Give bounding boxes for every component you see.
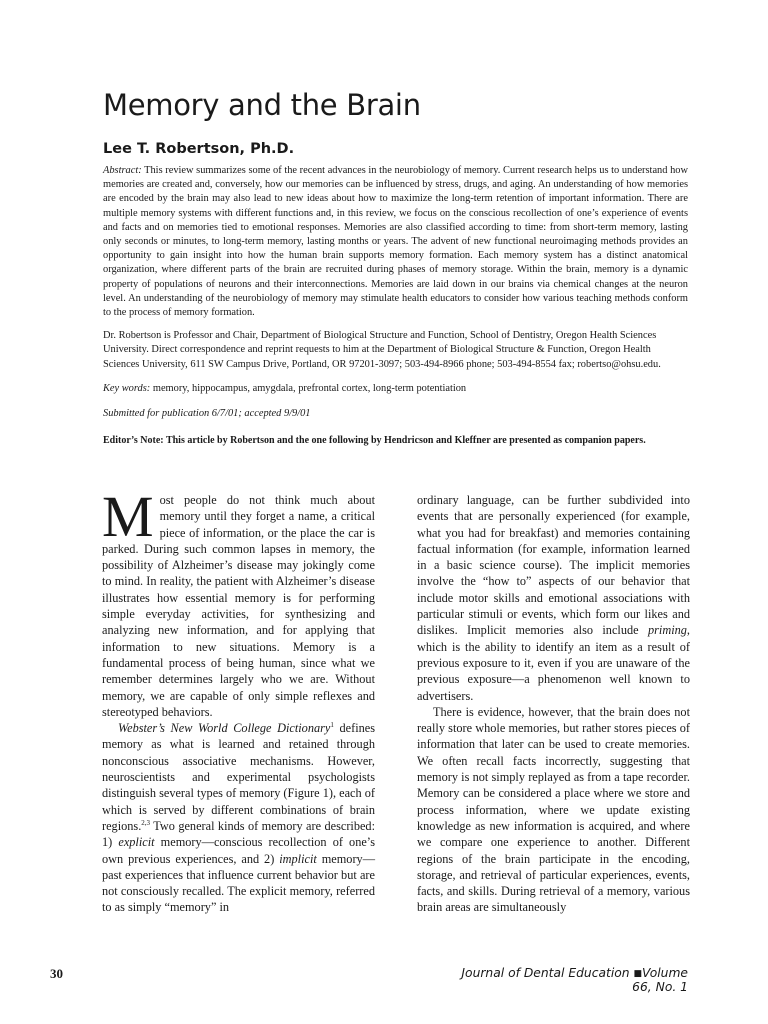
abstract	[103, 164, 688, 320]
term-explicit: explicit	[118, 835, 155, 850]
paragraph-text: defines memory as what is learned and retained through nonconscious associative mechanisms. However, neuroscientists and experimental psychologists distinguish several types of memory (Figure 1), each of which is served by different combinations of brain regions.	[102, 721, 375, 833]
paragraph-text: memory—past experiences that influence current behavior but are not consciously recalled. The explicit memory, referred to as simply “memory” in	[102, 851, 375, 915]
journal-name: Journal of Dental Education	[461, 966, 630, 980]
body-column-right	[417, 492, 690, 916]
paragraph-text: ost people do not think much about memory until they forget a name, a critical piece of information, or the place the car is parked. During such common lapses in memory, the possibility of Alzheimer’s disease may jokingly come to mind. In reality, the patient with Alzheimer’s disease illustrates how essential memory is for performing simple everyday activities, for synthesizing and analyzing new information, and for applying that information to new situations. Memory is a fundamental process of being human, since what we remember determines largely who we are. Without memory, we are capable of only simple reflexes and stereotyped behaviors.	[102, 493, 375, 719]
dictionary-title: Webster’s New World College Dictionary	[118, 721, 331, 736]
page-number: 30	[50, 966, 63, 981]
paragraph	[417, 492, 690, 704]
author-name: Lee T. Robertson, Ph.D.	[103, 141, 295, 157]
paragraph-text: Two general kinds of memory are described: 1)	[102, 818, 375, 850]
abstract-text: This review summarizes some of the recent advances in the neurobiology of memory. Current research helps us to understand how memories are created and, conversely, how our memories can be influenced by stress, drugs, and aging. An understanding of how memories are encoded by the brain may also lead to new ideas about how to maximize the long-term retention of important information. There are multiple memory systems with different functions and, in this review, we focus on the conscious recollection of one’s experience of events and facts and on memories tied to emotional responses. Memories are also classified according to time: from short-term memory, lasting only seconds or minutes, to long-term memory, lasting months or years. The advent of new functional neuroimaging methods provides an opportunity to gain insight into how the human brain supports memory formation. Each memory system has a distinct anatomical organization, where different parts of the brain are recruited during phases of memory storage. Within the brain, memory is a dynamic property of populations of neurons and their interconnections. Memories are laid down in our brains via chemical changes at the neuron level. An understanding of the neurobiology of memory may stimulate health educators to consider how various teaching methods conform to the process of memory formation.	[103, 165, 688, 319]
paragraph	[102, 484, 375, 720]
term-implicit: implicit	[279, 851, 317, 866]
running-footer	[438, 966, 688, 994]
paragraph: There is evidence, however, that the brain does not really store whole memories, but rather stores pieces of information that later can be used to create memories. We often recall facts incorrectly, suggesting that memory is not simply replayed as from a tape recorder. Memory can be considered a place where we store and process information, where we update existing knowledge as new information is acquired, and where we compare one experience to another. Different regions of the brain participate in the encoding, storage, and retrieval of particular experiences, events, facts, and skills. During retrieval of a memory, various brain areas are simultaneously	[417, 704, 690, 915]
abstract-label: Abstract:	[103, 165, 142, 176]
separator-square: ■	[633, 969, 643, 979]
paragraph-text: ordinary language, can be further subdivided into events that are personally experienced (for example, what you had for breakfast) and memories containing factual information (for example, information learned in a basic science course). The implicit memories involve the “how to” aspects of our behavior that include motor skills and emotional associations with particular stimuli or events, which form our likes and dislikes. Implicit memories also include	[417, 493, 690, 638]
journal-volume: Volume 66, No. 1	[632, 966, 688, 994]
author-affiliation: Dr. Robertson is Professor and Chair, Department of Biological Structure and Function, School of Dentistry, Oregon Health Sciences University. Direct correspondence and reprint requests to him at the Department of Biological Structure & Function, Oregon Health Sciences University, 611 SW Campus Drive, Portland, OR 97201-3097; 503-494-8966 phone; 503-494-8554 fax; robertso@ohsu.edu.	[103, 330, 661, 370]
editors-note: Editor’s Note: This article by Robertson and the one following by Hendricson and Kleffner are presented as companion papers.	[103, 435, 646, 447]
keywords-label: Key words:	[103, 382, 151, 394]
paragraph	[102, 720, 375, 916]
reference-marker: 1	[330, 721, 334, 730]
body-column-left	[102, 484, 375, 916]
keywords	[103, 382, 688, 396]
term-priming: priming	[647, 623, 687, 638]
paragraph-text: memory—conscious recollection of one’s own previous experiences, and 2)	[102, 835, 375, 866]
keywords-list: memory, hippocampus, amygdala, prefrontal cortex, long-term potentiation	[152, 382, 467, 394]
front-matter	[103, 164, 688, 448]
drop-cap: M	[102, 484, 154, 549]
paragraph-text: , which is the ability to identify an item as a result of previous exposure to it, even if you are unaware of the previous exposure—a phenomenon well known to advertisers.	[417, 623, 690, 703]
submission-dates: Submitted for publication 6/7/01; accepted 9/9/01	[103, 408, 311, 420]
reference-marker: 2,3	[141, 818, 151, 827]
article-title: Memory and the Brain	[103, 88, 421, 122]
